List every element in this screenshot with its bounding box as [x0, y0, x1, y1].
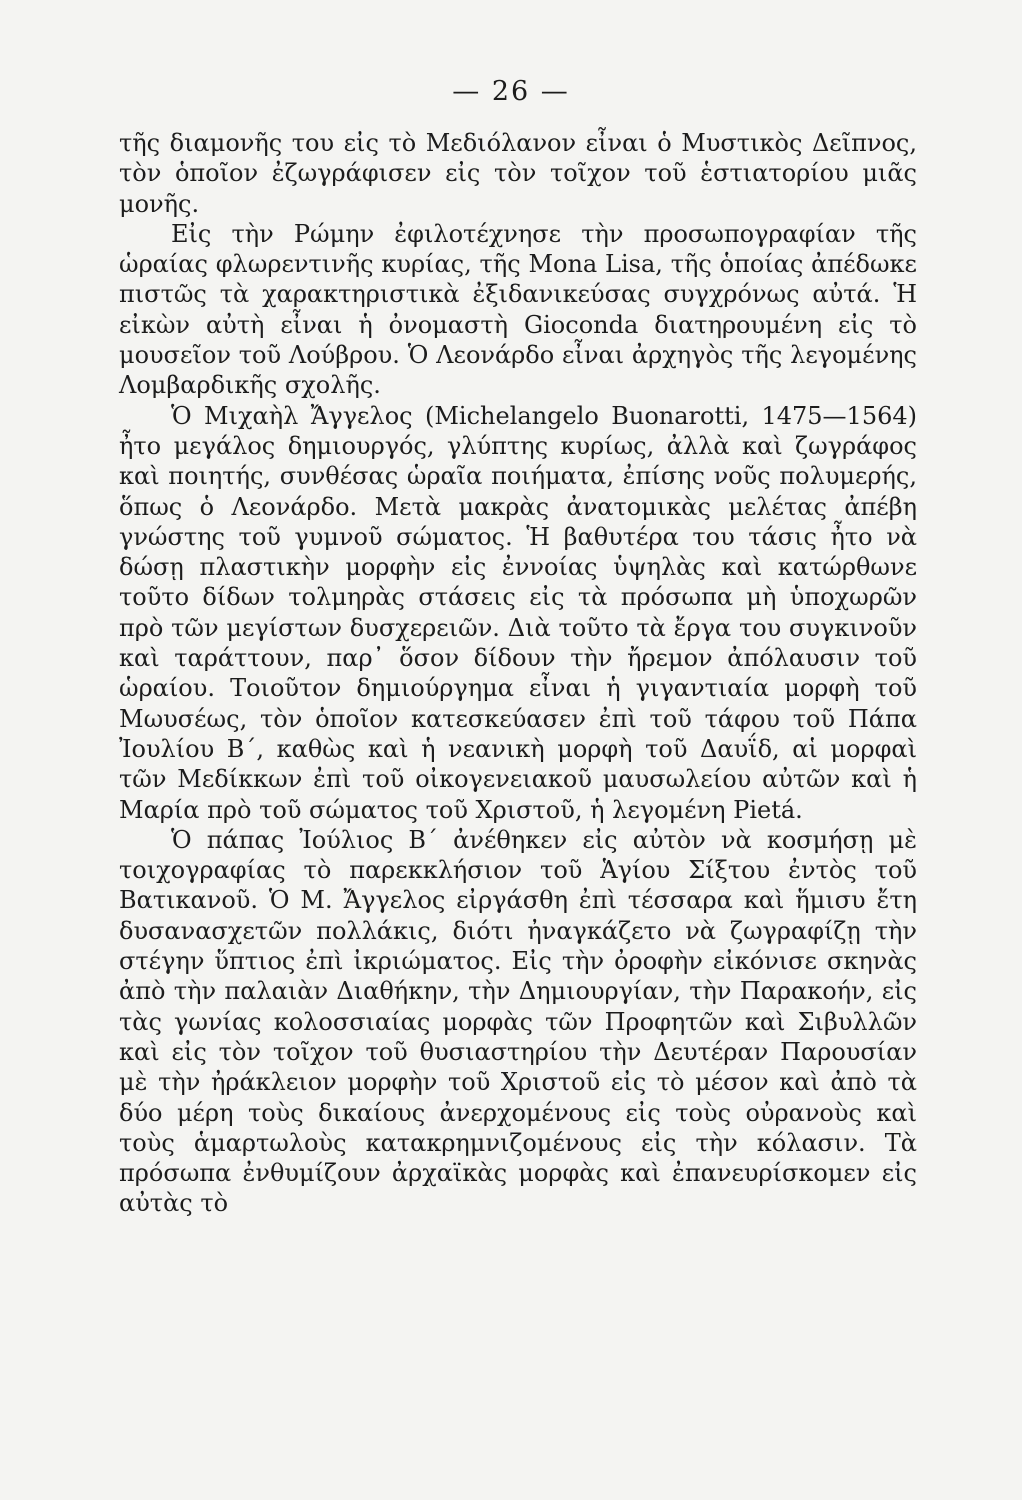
page-number: — 26 — — [452, 76, 570, 107]
paragraph-mona-lisa: Εἰς τὴν Ρώμην ἐφιλοτέχνησε τὴν προσωπογραφίαν τῆς ὡραίας φλωρεντινῆς κυρίας, τῆς Mona Lisa, τῆς ὁποίας ἀπέδωκε πιστῶς τὰ χαρακτηριστικὰ ἐξιδανικεύσας συγχρόνως αὐτά. Ἡ εἰκὼν αὐτὴ εἶναι ἡ ὀνομαστὴ Gioconda διατηρουμένη εἰς τὸ μουσεῖον τοῦ Λούβρου. Ὁ Λεονάρδο εἶναι ἀρχηγὸς τῆς λεγομένης Λομβαρδικῆς σχολῆς. — [119, 219, 917, 400]
body-text — [119, 128, 917, 1219]
paragraph-michelangelo: Ὁ Μιχαὴλ Ἄγγελος (Michelangelo Buonarotti, 1475—1564) ἦτο μεγάλος δημιουργός, γλύπτης κυρίως, ἀλλὰ καὶ ζωγράφος καὶ ποιητής, συνθέσας ὡραῖα ποιήματα, ἐπίσης νοῦς πολυμερής, ὅπως ὁ Λεονάρδο. Μετὰ μακρὰς ἀνατομικὰς μελέτας ἀπέβη γνώστης τοῦ γυμνοῦ σώματος. Ἡ βαθυτέρα του τάσις ἦτο νὰ δώσῃ πλαστικὴν μορφὴν εἰς ἐννοίας ὑψηλὰς καὶ κατώρθωνε τοῦτο δίδων τολμηρὰς στάσεις εἰς τὰ πρόσωπα μὴ ὑποχωρῶν πρὸ τῶν μεγίστων δυσχερειῶν. Διὰ τοῦτο τὰ ἔργα του συγκινοῦν καὶ ταράττουν, παρ᾽ ὅσον δίδουν τὴν ἤρεμον ἀπόλαυσιν τοῦ ὡραίου. Τοιοῦτον δημιούργημα εἶναι ἡ γιγαντιαία μορφὴ τοῦ Μωυσέως, τὸν ὁποῖον κατεσκεύασεν ἐπὶ τοῦ τάφου τοῦ Πάπα Ἰουλίου Β΄, καθὼς καὶ ἡ νεανικὴ μορφὴ τοῦ Δαυΐδ, αἱ μορφαὶ τῶν Μεδίκκων ἐπὶ τοῦ οἰκογενειακοῦ μαυσωλείου αὐτῶν καὶ ἡ Μαρία πρὸ τοῦ σώματος τοῦ Χριστοῦ, ἡ λεγομένη Pietá. — [119, 401, 917, 824]
paragraph-continuation: τῆς διαμονῆς του εἰς τὸ Μεδιόλανον εἶναι ὁ Μυστικὸς Δεῖπνος, τὸν ὁποῖον ἐζωγράφισεν εἰς τὸν τοῖχον τοῦ ἑστιατορίου μιᾶς μονῆς. — [119, 129, 917, 218]
paragraph-sistine-chapel: Ὁ πάπας Ἰούλιος Β΄ ἀνέθηκεν εἰς αὐτὸν νὰ κοσμήσῃ μὲ τοιχογραφίας τὸ παρεκκλήσιον τοῦ Ἁγίου Σίξτου ἐντὸς τοῦ Βατικανοῦ. Ὁ Μ. Ἄγγελος εἰργάσθη ἐπὶ τέσσαρα καὶ ἥμισυ ἔτη δυσανασχετῶν πολλάκις, διότι ἠναγκάζετο νὰ ζωγραφίζῃ τὴν στέγην ὕπτιος ἐπὶ ἰκριώματος. Εἰς τὴν ὀροφὴν εἰκόνισε σκηνὰς ἀπὸ τὴν παλαιὰν Διαθήκην, τὴν Δημιουργίαν, τὴν Παρακοήν, εἰς τὰς γωνίας κολοσσιαίας μορφὰς τῶν Προφητῶν καὶ Σιβυλλῶν καὶ εἰς τὸν τοῖχον τοῦ θυσιαστηρίου τὴν Δευτέραν Παρουσίαν μὲ τὴν ἠράκλειον μορφὴν τοῦ Χριστοῦ εἰς τὸ μέσον καὶ ἀπὸ τὰ δύο μέρη τοὺς δικαίους ἀνερχομένους εἰς τοὺς οὐρανοὺς καὶ τοὺς ἁμαρτωλοὺς κατακρημνιζομένους εἰς τὴν κόλασιν. Τὰ πρόσωπα ἐνθυμίζουν ἀρχαϊκὰς μορφὰς καὶ ἐπανευρίσκομεν εἰς αὐτὰς τὸ — [119, 825, 917, 1218]
